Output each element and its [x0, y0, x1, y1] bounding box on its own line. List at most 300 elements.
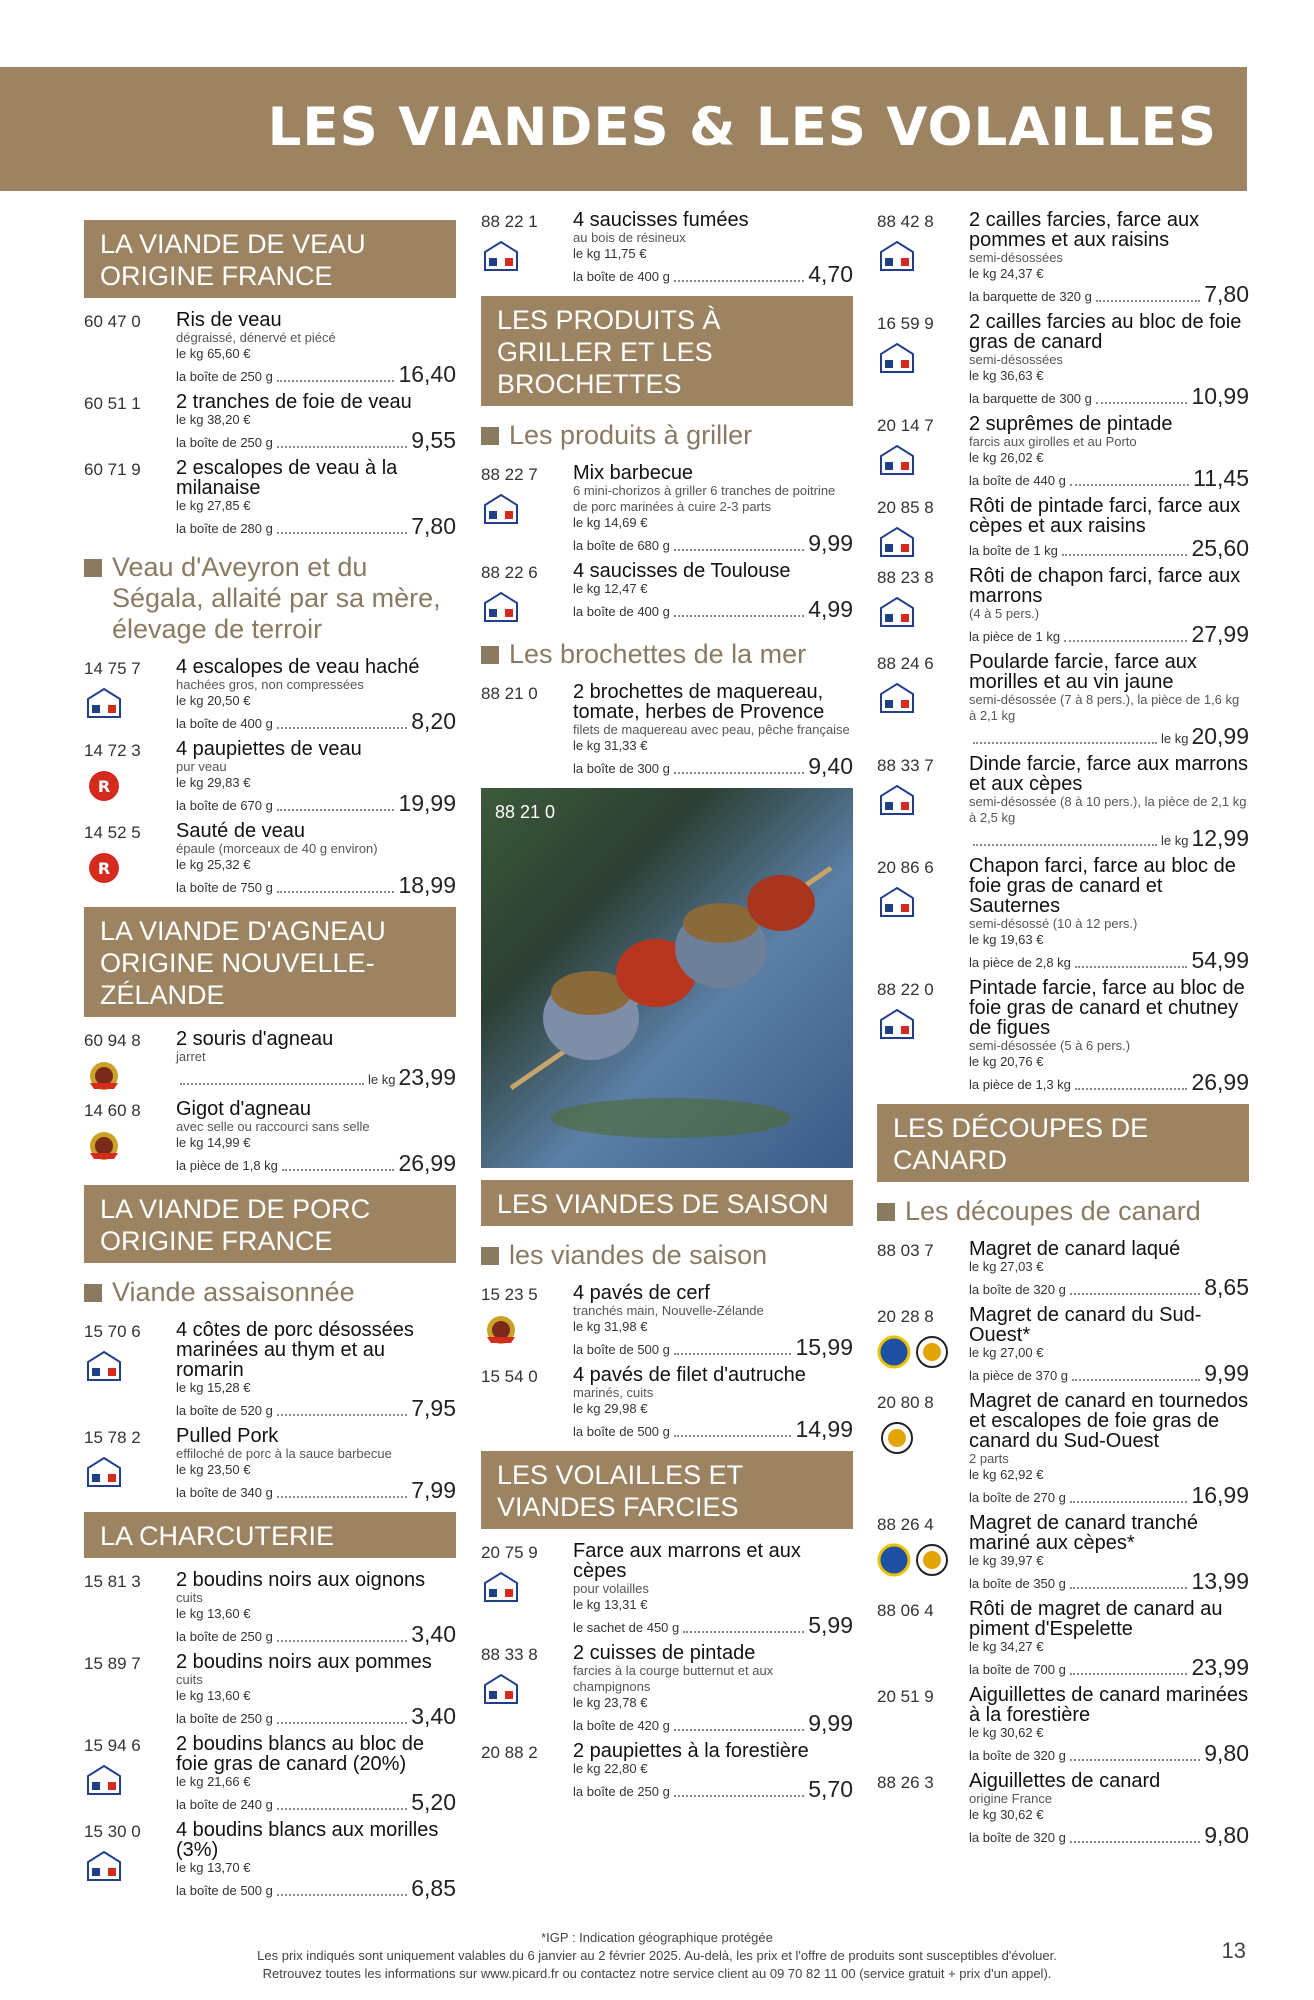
product-item [877, 566, 1249, 646]
leader-dots [277, 380, 395, 382]
subsection-heading [481, 1240, 853, 1271]
price-line [969, 1823, 1249, 1847]
price-line [176, 1151, 456, 1175]
product-name: Magret de canard en tournedos et escalopes de foie gras de canard du Sud-Ouest [969, 1390, 1249, 1452]
product-desc: 2 parts [969, 1451, 1009, 1466]
leader-dots [277, 891, 395, 893]
price-line [176, 362, 456, 386]
product-name: 4 paupiettes de veau [176, 738, 362, 760]
product-ref-code: 88 33 8 [481, 1645, 538, 1664]
price-per-kg: le kg 25,32 € [176, 857, 251, 872]
product-ref-code: 14 72 3 [84, 741, 141, 760]
subsection-heading [481, 639, 853, 670]
product-name: Mix barbecue [573, 462, 694, 484]
product-ref [84, 739, 176, 815]
footnote-contact: Retrouvez toutes les informations sur www.picard.fr ou contactez notre service client au 09 70 82 11 00 (service gratuit + prix d'un appel). [262, 1966, 1052, 1981]
product-item [877, 1391, 1249, 1507]
leader-dots [674, 549, 804, 551]
price: 20,99 [1191, 723, 1249, 749]
product-ref [877, 1391, 969, 1507]
price: 11,45 [1193, 465, 1249, 491]
product-ref-code: 20 51 9 [877, 1687, 934, 1706]
square-bullet-icon [84, 1284, 102, 1302]
square-bullet-icon [481, 646, 499, 664]
unit-label: la boîte de 1 kg [969, 543, 1058, 558]
product-desc: 6 mini-chorizos à griller 6 tranches de poitrine de porc marinées à cuire 2-3 parts [573, 483, 836, 514]
unit-label: la pièce de 370 g [969, 1368, 1069, 1383]
product-item [877, 496, 1249, 560]
product-item [84, 739, 456, 815]
unit-label: la boîte de 240 g [176, 1797, 273, 1812]
price-line [969, 1070, 1249, 1094]
price-line [573, 1417, 853, 1441]
product-item [84, 657, 456, 733]
price-line [176, 1876, 456, 1900]
price-line [969, 282, 1249, 306]
leader-dots [1096, 402, 1188, 404]
leader-dots [674, 1435, 792, 1437]
price-per-kg: le kg 11,75 € [573, 246, 647, 261]
section-heading: LA VIANDE DE VEAU ORIGINE FRANCE [84, 220, 456, 298]
price-line [176, 1065, 456, 1089]
price-per-kg: le kg 39,97 € [969, 1553, 1044, 1568]
price-per-kg: le kg 23,50 € [176, 1462, 251, 1477]
photo-ref: 88 21 0 [495, 802, 556, 822]
product-ref-code: 14 60 8 [84, 1101, 141, 1120]
unit-label: la boîte de 250 g [176, 435, 273, 450]
unit-label: le kg [1160, 833, 1189, 848]
product-item [877, 1599, 1249, 1679]
product-item [84, 1426, 456, 1502]
product-desc: cuits [176, 1672, 203, 1687]
unit-label: la boîte de 400 g [573, 604, 670, 619]
product-ref-code: 15 78 2 [84, 1428, 141, 1447]
unit-label: la boîte de 520 g [176, 1403, 273, 1418]
subsection-text: Viande assaisonnée [112, 1277, 355, 1307]
product-ref-code: 88 26 3 [877, 1773, 934, 1792]
leader-dots [277, 1808, 407, 1810]
vbf-label-icon [84, 687, 176, 721]
price-line [176, 1622, 456, 1646]
product-item [84, 1029, 456, 1093]
product-ref [877, 496, 969, 560]
product-ref-code: 88 26 4 [877, 1515, 934, 1534]
product-desc: avec selle ou raccourci sans selle [176, 1119, 370, 1134]
subsection-heading [84, 552, 456, 645]
price-line [573, 531, 853, 555]
product-item [877, 1239, 1249, 1299]
product-ref-code: 15 81 3 [84, 1572, 141, 1591]
price: 23,99 [398, 1064, 456, 1090]
product-name: Aiguillettes de canard [969, 1770, 1161, 1792]
unit-label: la boîte de 320 g [969, 1830, 1066, 1845]
footnote-prices: Les prix indiqués sont uniquement valables du 6 janvier au 2 février 2025. Au-delà, les prix et l'offre de produits sont susceptibles d'évoluer. [257, 1948, 1057, 1963]
leader-dots [674, 280, 804, 282]
product-ref-code: 20 28 8 [877, 1307, 934, 1326]
square-bullet-icon [877, 1203, 895, 1221]
price-per-kg: le kg 30,62 € [969, 1807, 1044, 1822]
product-desc: jarret [176, 1049, 206, 1064]
page-title: LES VIANDES & LES VOLAILLES [267, 97, 1217, 158]
leader-dots [282, 1169, 395, 1171]
unit-label: la boîte de 500 g [573, 1424, 670, 1439]
product-ref-code: 60 51 1 [84, 394, 141, 413]
product-name: 2 boudins noirs aux oignons [176, 1569, 426, 1591]
price: 7,99 [411, 1477, 456, 1503]
unit-label: la pièce de 1,8 kg [176, 1158, 278, 1173]
leader-dots [1070, 1759, 1200, 1761]
leader-dots [180, 1083, 364, 1085]
price: 8,65 [1204, 1274, 1249, 1300]
product-ref [84, 1570, 176, 1646]
product-desc: cuits [176, 1590, 203, 1605]
price: 8,20 [411, 708, 456, 734]
leader-dots [1070, 1587, 1188, 1589]
product-name: 4 boudins blancs aux morilles (3%) [176, 1819, 439, 1861]
product-ref [481, 1541, 573, 1637]
product-desc: semi-désossé (10 à 12 pers.) [969, 916, 1138, 931]
product-name: 2 cuisses de pintade [573, 1642, 756, 1664]
product-ref [877, 566, 969, 646]
price-per-kg: le kg 27,85 € [176, 498, 251, 513]
product-ref [877, 652, 969, 748]
price-per-kg: le kg 65,60 € [176, 346, 251, 361]
leader-dots [674, 615, 804, 617]
product-name: Rôti de pintade farci, farce aux cèpes et aux raisins [969, 495, 1241, 537]
unit-label: la boîte de 500 g [176, 1883, 273, 1898]
price: 54,99 [1191, 947, 1249, 973]
vbf-label-icon [481, 1673, 573, 1707]
product-ref-code: 88 21 0 [481, 684, 538, 703]
price-per-kg: le kg 29,83 € [176, 775, 251, 790]
leader-dots [277, 1640, 407, 1642]
product-item [877, 414, 1249, 490]
product-ref [877, 210, 969, 306]
product-desc: semi-désossée (7 à 8 pers.), la pièce de 1,6 kg à 2,1 kg [969, 692, 1240, 723]
product-desc: au bois de résineux [573, 230, 686, 245]
product-name: Pulled Pork [176, 1425, 279, 1447]
product-ref-code: 20 80 8 [877, 1393, 934, 1412]
product-name: 2 cailles farcies, farce aux pommes et aux raisins [969, 209, 1200, 251]
price-per-kg: le kg 29,98 € [573, 1401, 648, 1416]
product-ref [481, 1365, 573, 1441]
unit-label: la boîte de 280 g [176, 521, 273, 536]
unit-label: la boîte de 350 g [969, 1576, 1066, 1591]
product-item [84, 1099, 456, 1175]
price-per-kg: le kg 21,66 € [176, 1774, 251, 1789]
unit-label: la boîte de 400 g [573, 269, 670, 284]
product-ref [877, 1513, 969, 1593]
price-line [969, 384, 1249, 408]
product-item [84, 821, 456, 897]
column-2 [481, 210, 853, 1807]
product-item [877, 1685, 1249, 1765]
product-ref-code: 14 75 7 [84, 659, 141, 678]
product-name: 2 escalopes de veau à la milanaise [176, 457, 398, 499]
price-per-kg: le kg 14,99 € [176, 1135, 251, 1150]
product-item [84, 310, 456, 386]
subsection-heading [84, 1277, 456, 1308]
leader-dots [1062, 554, 1188, 556]
price-per-kg: le kg 31,98 € [573, 1319, 648, 1334]
price: 18,99 [398, 872, 456, 898]
skewer-illustration [481, 788, 853, 1168]
product-ref-code: 15 30 0 [84, 1822, 141, 1841]
product-name: 4 côtes de porc désossées marinées au thym et au romarin [176, 1319, 414, 1381]
price: 9,99 [808, 530, 853, 556]
product-ref-code: 88 03 7 [877, 1241, 934, 1260]
leader-dots [1070, 484, 1189, 486]
section-heading: LES VIANDES DE SAISON [481, 1180, 853, 1226]
price-line [176, 514, 456, 538]
product-ref-code: 88 22 6 [481, 563, 538, 582]
unit-label: le kg [367, 1072, 396, 1087]
nz-label-icon [84, 1129, 176, 1163]
product-desc: origine France [969, 1791, 1053, 1806]
header-banner [0, 67, 1247, 191]
product-item [877, 312, 1249, 408]
price-per-kg: le kg 27,03 € [969, 1259, 1044, 1274]
product-desc: semi-désossée (8 à 10 pers.), la pièce de 2,1 kg à 2,5 kg [969, 794, 1247, 825]
product-item [877, 856, 1249, 972]
product-desc: pur veau [176, 759, 227, 774]
unit-label: la boîte de 300 g [573, 761, 670, 776]
product-name: Pintade farcie, farce au bloc de foie gras de canard et chutney de figues [969, 977, 1245, 1039]
unit-label: la boîte de 420 g [573, 1718, 670, 1733]
product-ref [84, 1652, 176, 1728]
product-item [481, 463, 853, 555]
product-item [84, 1320, 456, 1420]
product-name: 4 pavés de filet d'autruche [573, 1364, 806, 1386]
product-name: Sauté de veau [176, 820, 305, 842]
product-ref [877, 856, 969, 972]
unit-label: la boîte de 270 g [969, 1490, 1066, 1505]
leader-dots [674, 1795, 804, 1797]
product-desc: farcis aux girolles et au Porto [969, 434, 1137, 449]
leader-dots [277, 727, 407, 729]
product-ref [877, 754, 969, 850]
price-line [969, 826, 1249, 850]
product-ref [481, 682, 573, 778]
unit-label: la boîte de 250 g [176, 369, 273, 384]
product-name: Gigot d'agneau [176, 1098, 312, 1120]
leader-dots [1096, 300, 1200, 302]
vbf-label-icon [84, 1456, 176, 1490]
product-ref-code: 20 85 8 [877, 498, 934, 517]
product-ref-code: 15 89 7 [84, 1654, 141, 1673]
product-ref-code: 15 70 6 [84, 1322, 141, 1341]
product-item [481, 1643, 853, 1735]
vbf-label-icon [84, 1850, 176, 1884]
product-name: Magret de canard du Sud-Ouest* [969, 1304, 1202, 1346]
leader-dots [277, 1894, 407, 1896]
square-bullet-icon [481, 1247, 499, 1265]
price-per-kg: le kg 20,76 € [969, 1054, 1044, 1069]
price-line [573, 1335, 853, 1359]
igp-label-icon [877, 1335, 969, 1369]
product-desc: pour volailles [573, 1581, 649, 1596]
product-item [481, 1741, 853, 1801]
price-per-kg: le kg 15,28 € [176, 1380, 251, 1395]
duck-label-icon [877, 1421, 969, 1455]
product-name: 2 cailles farcies au bloc de foie gras de canard [969, 311, 1242, 353]
price-per-kg: le kg 34,27 € [969, 1639, 1044, 1654]
product-desc: hachées gros, non compressées [176, 677, 364, 692]
price-line [969, 948, 1249, 972]
vbf-label-icon [481, 591, 573, 625]
product-item [481, 210, 853, 286]
price-line [176, 1704, 456, 1728]
price-line [176, 428, 456, 452]
leader-dots [1070, 1673, 1188, 1675]
unit-label: la boîte de 250 g [176, 1711, 273, 1726]
product-name: Rôti de chapon farci, farce aux marrons [969, 565, 1241, 607]
price-line [969, 724, 1249, 748]
vbf-label-icon [877, 1008, 969, 1042]
price: 6,85 [411, 1875, 456, 1901]
unit-label: la boîte de 670 g [176, 798, 273, 813]
product-name: Farce aux marrons et aux cèpes [573, 1540, 801, 1582]
price-per-kg: le kg 13,60 € [176, 1688, 251, 1703]
product-item [877, 210, 1249, 306]
price-line [969, 1569, 1249, 1593]
price-line [969, 1483, 1249, 1507]
leader-dots [277, 446, 407, 448]
product-ref-code: 88 22 0 [877, 980, 934, 999]
unit-label: le sachet de 450 g [573, 1620, 680, 1635]
product-ref-code: 88 24 6 [877, 654, 934, 673]
product-item [481, 1365, 853, 1441]
product-ref-code: 16 59 9 [877, 314, 934, 333]
price: 25,60 [1191, 535, 1249, 561]
unit-label: la boîte de 400 g [176, 716, 273, 731]
price: 5,70 [808, 1776, 853, 1802]
product-ref [877, 1685, 969, 1765]
product-item [877, 978, 1249, 1094]
product-desc: semi-désossée (5 à 6 pers.) [969, 1038, 1131, 1053]
vbf-label-icon [877, 682, 969, 716]
price: 16,40 [398, 361, 456, 387]
product-desc: semi-désossées [969, 352, 1063, 367]
price-line [573, 754, 853, 778]
product-ref [481, 210, 573, 286]
price-per-kg: le kg 13,70 € [176, 1860, 251, 1875]
price: 26,99 [1191, 1069, 1249, 1095]
product-name: Magret de canard laqué [969, 1238, 1181, 1260]
subsection-heading [877, 1196, 1249, 1227]
vbf-label-icon [84, 1764, 176, 1798]
price-line [176, 791, 456, 815]
product-ref-code: 15 23 5 [481, 1285, 538, 1304]
price-line [969, 1275, 1249, 1299]
section-heading: LA VIANDE DE PORC ORIGINE FRANCE [84, 1185, 456, 1263]
svg-text:R: R [97, 777, 111, 796]
unit-label: la boîte de 700 g [969, 1662, 1066, 1677]
product-ref [84, 821, 176, 897]
leader-dots [277, 1722, 407, 1724]
product-ref [84, 1820, 176, 1900]
footnote-igp: *IGP : Indication géographique protégée [541, 1930, 773, 1945]
section-heading: LES DÉCOUPES DE CANARD [877, 1104, 1249, 1182]
product-item [84, 1820, 456, 1900]
product-ref-code: 60 94 8 [84, 1031, 141, 1050]
subsection-text: les viandes de saison [509, 1240, 768, 1270]
price-line [573, 1777, 853, 1801]
price-per-kg: le kg 26,02 € [969, 450, 1044, 465]
price-per-kg: le kg 27,00 € [969, 1345, 1044, 1360]
price: 16,99 [1191, 1482, 1249, 1508]
price-line [969, 1655, 1249, 1679]
vbf-label-icon [84, 1350, 176, 1384]
section-heading: LES PRODUITS À GRILLER ET LES BROCHETTES [481, 296, 853, 406]
price-per-kg: le kg 19,63 € [969, 932, 1044, 947]
nz-label-icon [84, 1059, 176, 1093]
product-item [84, 458, 456, 538]
product-desc: épaule (morceaux de 40 g environ) [176, 841, 378, 856]
unit-label: la pièce de 1 kg [969, 629, 1061, 644]
price-line [176, 1790, 456, 1814]
vbf-label-icon [877, 240, 969, 274]
product-desc: tranchés main, Nouvelle-Zélande [573, 1303, 764, 1318]
vbf-label-icon [877, 784, 969, 818]
product-desc: semi-désossées [969, 250, 1063, 265]
price: 7,80 [411, 513, 456, 539]
leader-dots [277, 1496, 407, 1498]
product-name: 2 souris d'agneau [176, 1028, 334, 1050]
product-name: 4 saucisses de Toulouse [573, 560, 791, 582]
product-ref [84, 310, 176, 386]
column-1 [84, 210, 456, 1906]
price-line [573, 1711, 853, 1735]
leader-dots [277, 809, 395, 811]
product-ref-code: 88 22 1 [481, 212, 538, 231]
unit-label: le kg [1160, 731, 1189, 746]
price: 12,99 [1191, 825, 1249, 851]
price-line [573, 597, 853, 621]
vbf-label-icon [877, 342, 969, 376]
leader-dots [1075, 1088, 1188, 1090]
price-per-kg: le kg 23,78 € [573, 1695, 648, 1710]
vbf-label-icon [481, 240, 573, 274]
product-ref [877, 978, 969, 1094]
price: 4,99 [808, 596, 853, 622]
section-heading: LA VIANDE D'AGNEAU ORIGINE NOUVELLE-ZÉLANDE [84, 907, 456, 1017]
product-ref [877, 312, 969, 408]
product-item [84, 1570, 456, 1646]
section-heading: LES VOLAILLES ET VIANDES FARCIES [481, 1451, 853, 1529]
square-bullet-icon [84, 559, 102, 577]
product-name: 2 suprêmes de pintade [969, 413, 1173, 435]
product-ref [84, 1734, 176, 1814]
price-per-kg: le kg 24,37 € [969, 266, 1044, 281]
product-item [877, 1305, 1249, 1385]
product-desc: dégraissé, dénervé et piécé [176, 330, 336, 345]
product-ref [481, 561, 573, 625]
unit-label: la pièce de 1,3 kg [969, 1077, 1071, 1092]
product-name: 2 boudins noirs aux pommes [176, 1651, 432, 1673]
leader-dots [1070, 1501, 1188, 1503]
unit-label: la boîte de 500 g [573, 1342, 670, 1357]
product-item [877, 1771, 1249, 1847]
price-line [176, 1396, 456, 1420]
leader-dots [1075, 966, 1188, 968]
price: 3,40 [411, 1703, 456, 1729]
leader-dots [1070, 1293, 1200, 1295]
leader-dots [973, 742, 1157, 744]
product-name: 4 escalopes de veau haché [176, 656, 420, 678]
price: 10,99 [1191, 383, 1249, 409]
product-ref [84, 657, 176, 733]
